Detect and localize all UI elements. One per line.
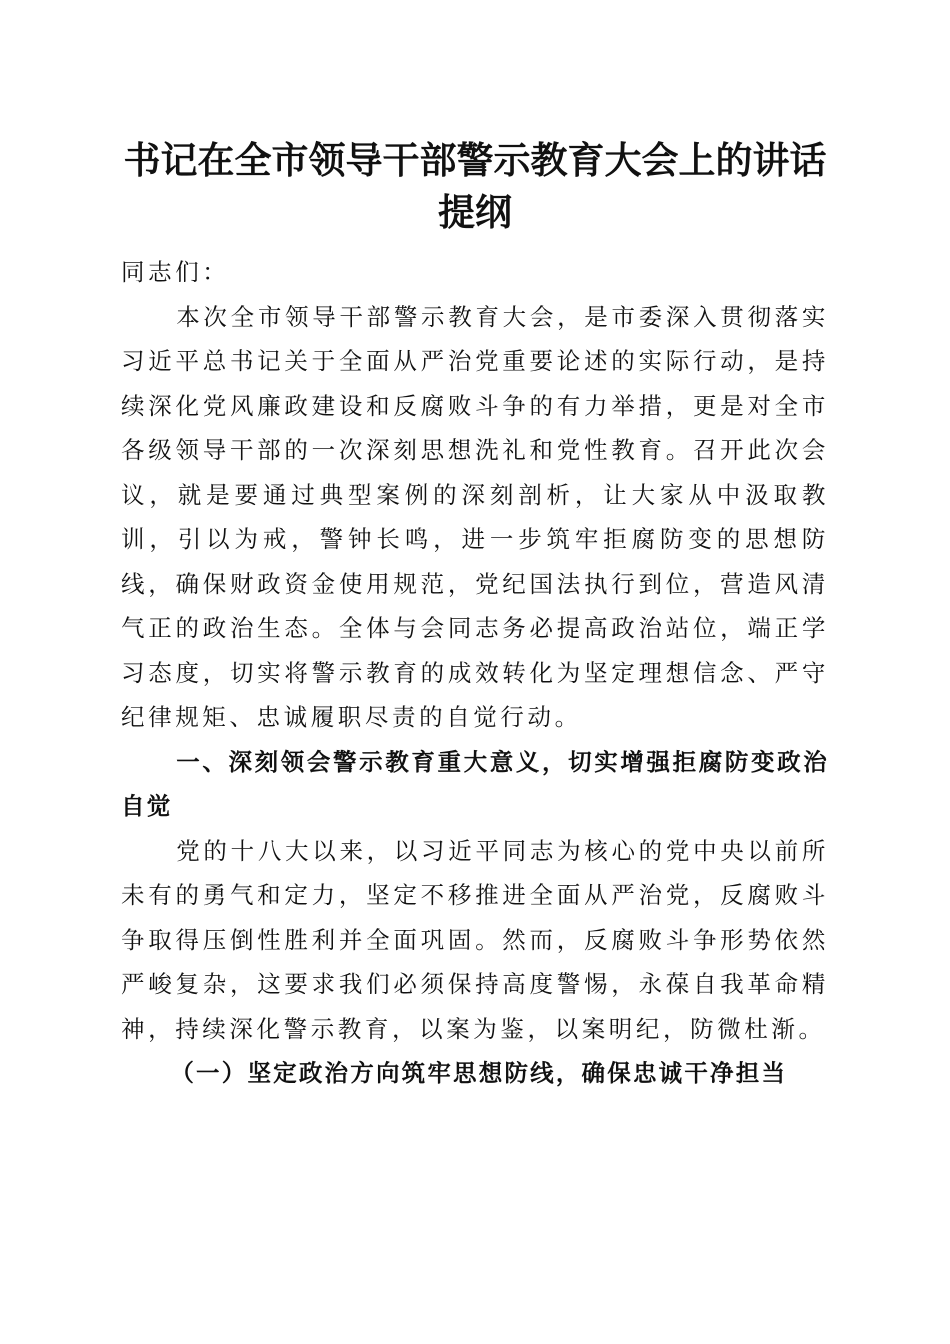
document-title: 书记在全市领导干部警示教育大会上的讲话提纲	[123, 138, 827, 234]
subsection-heading-1: （一）坚定政治方向筑牢思想防线，确保忠诚干净担当	[170, 1059, 788, 1087]
document-body	[121, 250, 829, 1096]
intro-paragraph: 本次全市领导干部警示教育大会，是市委深入贯彻落实习近平总书记关于全面从严治党重要论述的实际行动，是持续深化党风廉政建设和反腐败斗争的有力举措，更是对全市各级领导干部的一次深刻思想洗礼和党性教育。召开此次会议，就是要通过典型案例的深刻剖析，让大家从中汲取教训，引以为戒，警钟长鸣，进一步筑牢拒腐防变的思想防线，确保财政资金使用规范，党纪国法执行到位，营造风清气正的政治生态。全体与会同志务必提高政治站位，端正学习态度，切实将警示教育的成效转化为坚定理想信念、严守纪律规矩、忠诚履职尽责的自觉行动。	[121, 302, 829, 731]
section-heading-1: 一、深刻领会警示教育重大意义，切实增强拒腐防变政治自觉	[121, 747, 829, 820]
salutation: 同志们：	[121, 258, 230, 286]
section-1-paragraph: 党的十八大以来，以习近平同志为核心的党中央以前所未有的勇气和定力，坚定不移推进全面从严治党，反腐败斗争取得压倒性胜利并全面巩固。然而，反腐败斗争形势依然严峻复杂，这要求我们必须保持高度警惕，永葆自我革命精神，持续深化警示教育，以案为鉴，以案明纪，防微杜渐。	[121, 836, 829, 1043]
